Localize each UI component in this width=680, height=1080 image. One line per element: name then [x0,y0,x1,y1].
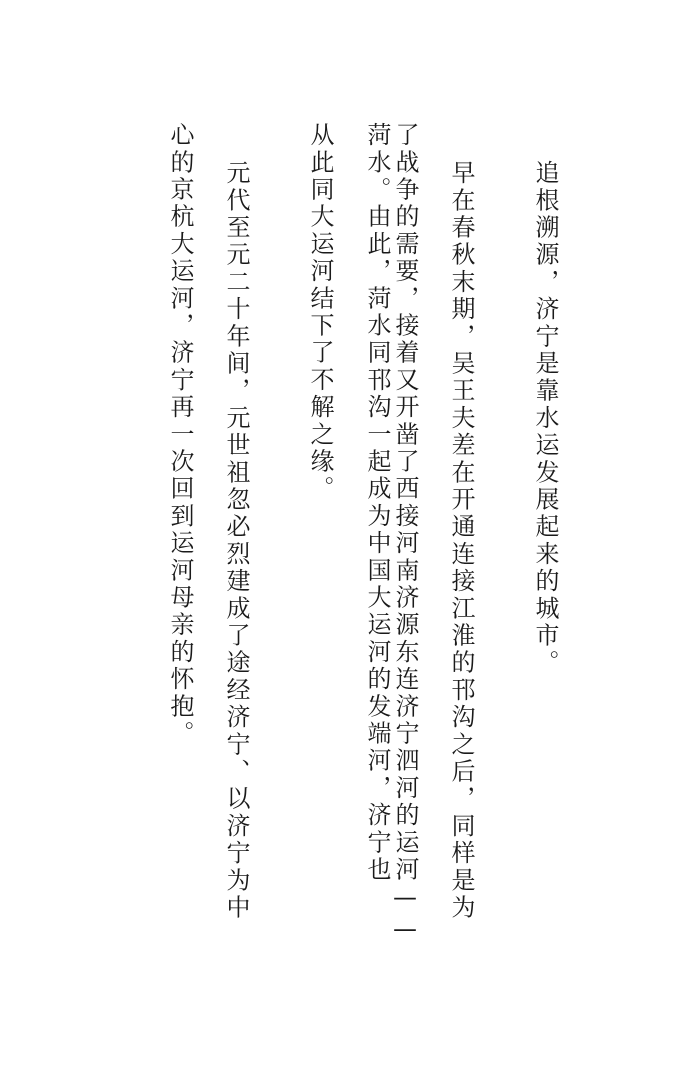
paragraph-2-line-2: 了战争的需要，接着又开凿了西接河南济源东连济宁泗河的运河—— [391,122,419,946]
paragraph-3-line-1: 元代至元二十年间，元世祖忽必烈建成了途经济宁、以济宁为中 [222,160,250,922]
paragraph-2-line-3: 菏水。由此，菏水同邗沟一起成为中国大运河的发端河，济宁也 [363,122,391,884]
paragraph-3-line-2: 心的京杭大运河，济宁再一次回到运河母亲的怀抱。 [166,122,194,748]
paragraph-2-line-1: 早在春秋末期，吴王夫差在开通连接江淮的邗沟之后，同样是为 [447,160,475,922]
paragraph-1-line-1: 追根溯源，济宁是靠水运发展起来的城市。 [531,160,559,677]
paragraph-2-line-4: 从此同大运河结下了不解之缘。 [306,122,334,503]
